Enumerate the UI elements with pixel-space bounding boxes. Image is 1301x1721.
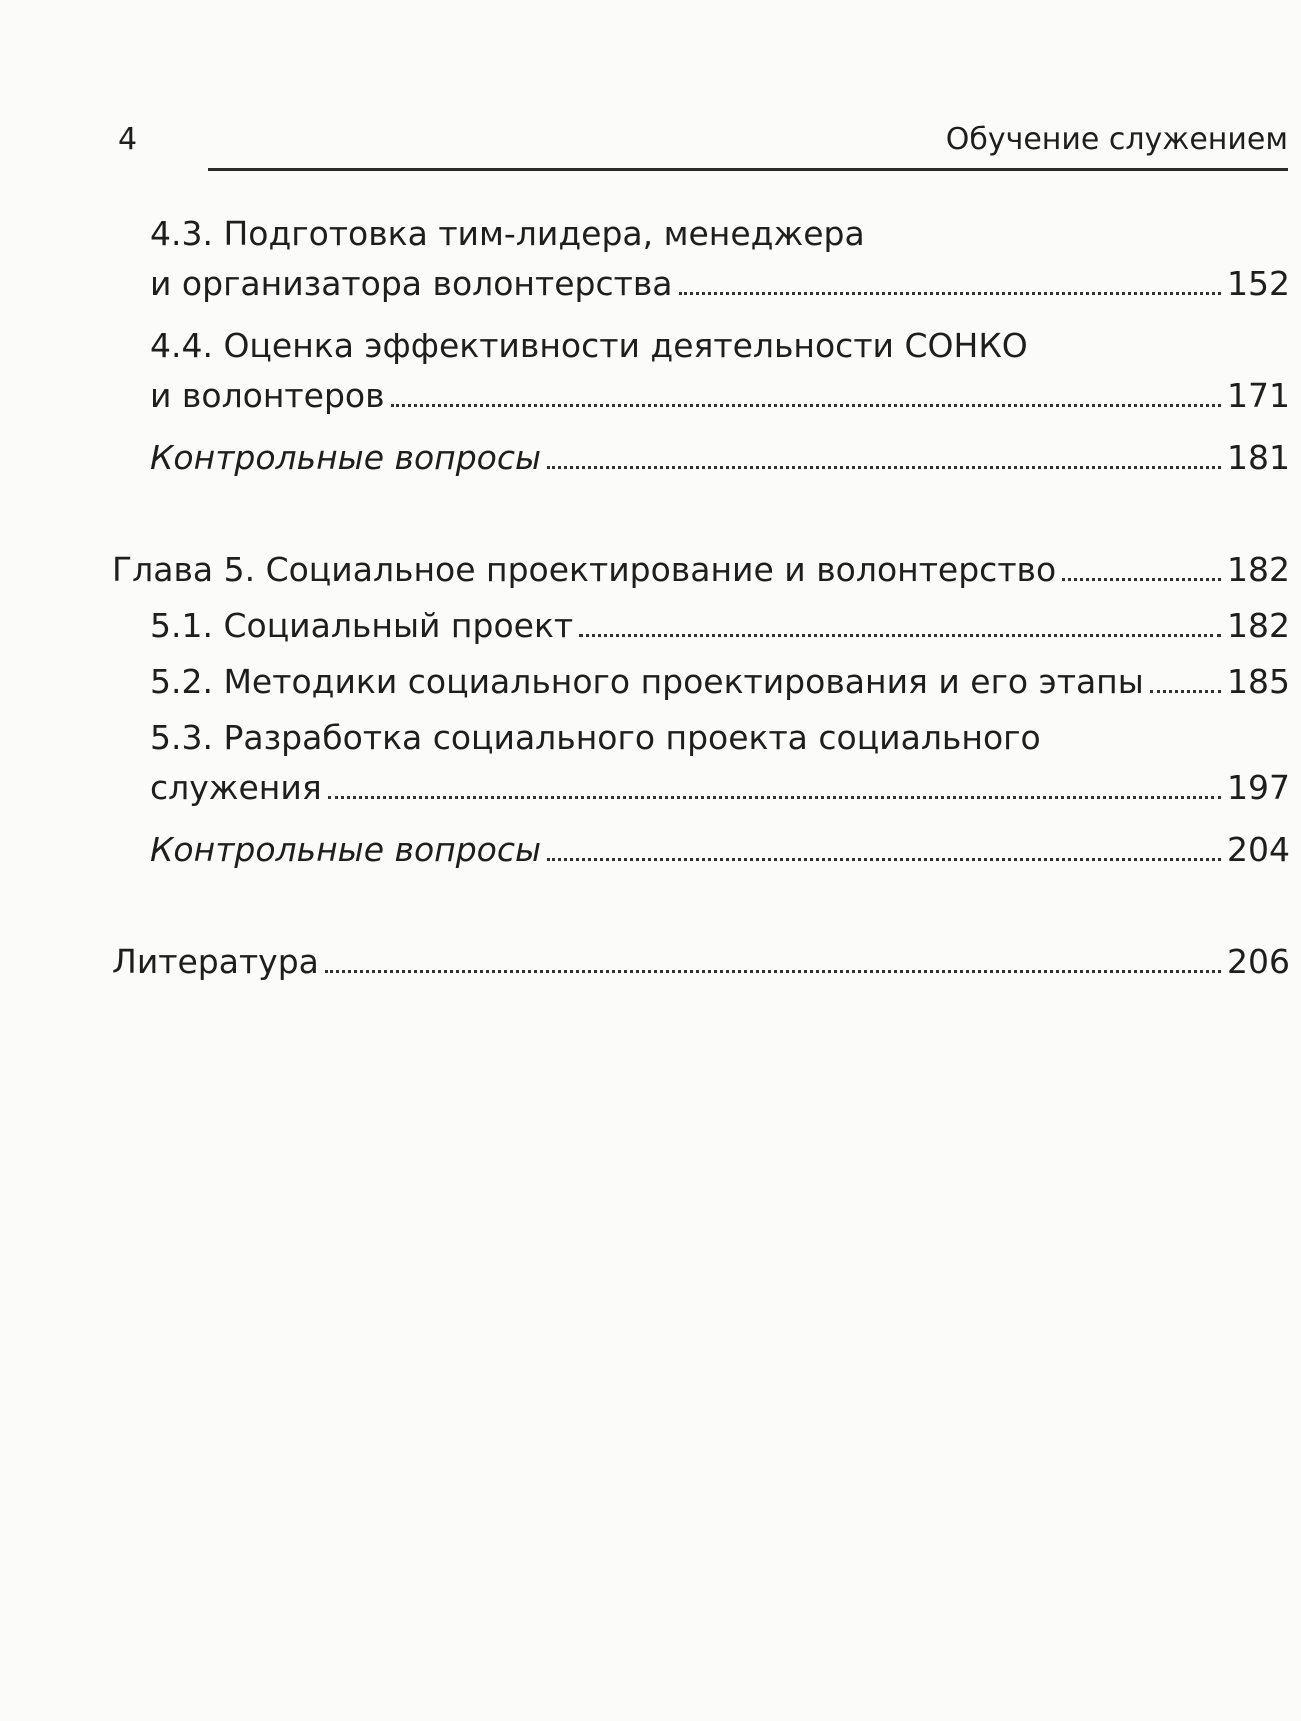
book-title: Обучение служением bbox=[945, 122, 1288, 157]
running-header bbox=[118, 118, 1288, 172]
toc-entry-5-2 bbox=[150, 658, 1290, 706]
toc-entry-title: 4.4. Оценка эффективности деятельности СОНКО bbox=[150, 326, 1028, 365]
dot-leader bbox=[391, 404, 1221, 407]
toc-entry-5-1 bbox=[150, 602, 1290, 650]
toc-entry-review-questions-4 bbox=[150, 434, 1290, 482]
toc-entry-review-questions-5 bbox=[150, 826, 1290, 874]
dot-leader bbox=[325, 970, 1221, 973]
dot-leader bbox=[547, 466, 1221, 469]
dot-leader bbox=[679, 292, 1221, 295]
toc-entry-bibliography bbox=[112, 938, 1290, 986]
toc-entry-title: Контрольные вопросы bbox=[150, 438, 542, 477]
dot-leader bbox=[547, 858, 1221, 861]
toc-entry-title-cont: и волонтеров bbox=[150, 376, 385, 415]
toc-page-number: 152 bbox=[1227, 264, 1290, 303]
toc-entry-title-cont: и организатора волонтерства bbox=[150, 264, 673, 303]
toc-page-number: 206 bbox=[1227, 942, 1290, 981]
toc-entry-title: Литература bbox=[112, 942, 319, 981]
toc-entry-title-cont: служения bbox=[150, 768, 322, 807]
page-number: 4 bbox=[118, 122, 138, 157]
toc-page-number: 197 bbox=[1227, 768, 1290, 807]
toc-page-number: 181 bbox=[1227, 438, 1290, 477]
toc-entry-5-3 bbox=[150, 714, 1290, 812]
toc-page-number: 185 bbox=[1227, 662, 1290, 701]
toc-entry-4-3 bbox=[150, 210, 1290, 308]
toc-entry-4-4 bbox=[150, 322, 1290, 420]
dot-leader bbox=[579, 634, 1221, 637]
toc-page-number: 182 bbox=[1227, 550, 1290, 589]
dot-leader bbox=[1150, 690, 1221, 693]
toc-entry-title: 5.2. Методики социального проектирования и его этапы bbox=[150, 662, 1144, 701]
toc-entry-title: 5.1. Социальный проект bbox=[150, 606, 574, 645]
toc-entry-title: Контрольные вопросы bbox=[150, 830, 542, 869]
toc-entry-title: 4.3. Подготовка тим-лидера, менеджера bbox=[150, 214, 865, 253]
toc-entry-chapter-5 bbox=[112, 546, 1290, 594]
toc-page-number: 182 bbox=[1227, 606, 1290, 645]
toc-page-number: 204 bbox=[1227, 830, 1290, 869]
dot-leader bbox=[1062, 578, 1221, 581]
toc-entry-title: Глава 5. Социальное проектирование и волонтерство bbox=[112, 550, 1057, 589]
dot-leader bbox=[328, 796, 1221, 799]
toc-page-number: 171 bbox=[1227, 376, 1290, 415]
header-rule bbox=[208, 168, 1288, 171]
toc-entry-title: 5.3. Разработка социального проекта социального bbox=[150, 718, 1041, 757]
